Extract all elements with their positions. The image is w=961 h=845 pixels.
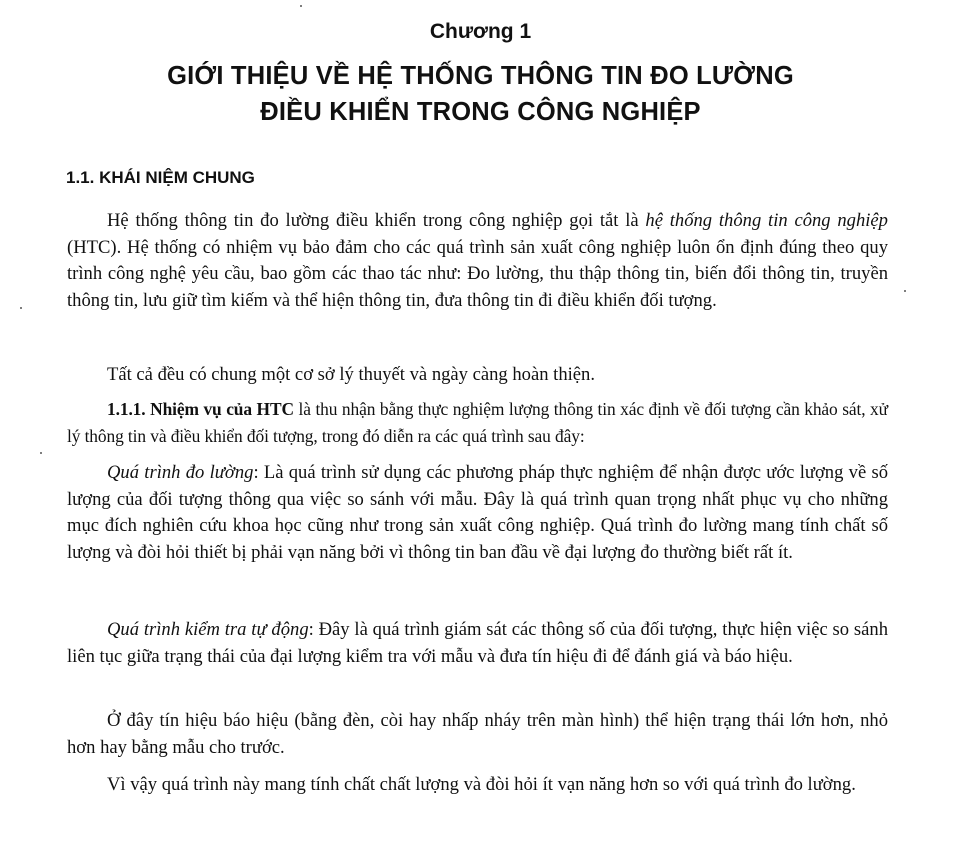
- paragraph-6-text: Ở đây tín hiệu báo hiệu (bằng đèn, còi hay nhấp nháy trên màn hình) thể hiện trạng thái lớn hơn, nhỏ hơn hay bằng mẫu cho trước.: [67, 710, 888, 758]
- paragraph-1-text-b: (HTC). Hệ thống có nhiệm vụ bảo đảm cho các quá trình sản xuất công nghiệp luôn ổn định đúng theo quy trình công nghệ yêu cầu, bao gồm các thao tác như: Đo lường, thu thập thông tin, biến đổi thông tin, truyền thông tin, lưu giữ tìm kiếm và thể hiện thông tin, đưa thông tin đi điều khiển đối tượng.: [67, 236, 888, 311]
- paragraph-5-text: : Đây là quá trình giám sát các thông số của đối tượng, thực hiện việc so sánh liên tục giữa trạng thái của đại lượng kiểm tra với mẫu và đưa tín hiệu đi để đánh giá và báo hiệu.: [67, 619, 888, 667]
- paragraph-2: [67, 362, 888, 389]
- subsection-heading: 1.1.1. Nhiệm vụ của HTC: [107, 399, 294, 419]
- chapter-title-line-2: ĐIỀU KHIỂN TRONG CÔNG NGHIỆP: [260, 98, 701, 126]
- paragraph-1-text-a: Hệ thống thông tin đo lường điều khiển trong công nghiệp gọi tắt là: [107, 210, 646, 231]
- paragraph-4: [67, 460, 888, 566]
- paragraph-5-italic: Quá trình kiểm tra tự động: [107, 619, 309, 640]
- scan-speck: [300, 5, 302, 7]
- chapter-title-line-1: GIỚI THIỆU VỀ HỆ THỐNG THÔNG TIN ĐO LƯỜNG: [167, 62, 794, 90]
- paragraph-6: [67, 708, 888, 761]
- scan-speck: [904, 290, 906, 292]
- paragraph-3: [67, 396, 888, 449]
- section-heading: 1.1. KHÁI NIỆM CHUNG: [66, 168, 255, 187]
- paragraph-4-text: : Là quá trình sử dụng các phương pháp thực nghiệm để nhận được ước lượng về số lượng của đối tượng thông qua việc so sánh với mẫu. Đây là quá trình quan trọng nhất phục vụ cho những mục đích nghiên cứu khoa học cũng như trong sản xuất công nghiệp. Quá trình đo lường mang tính chất số lượng và đòi hỏi thiết bị phải vạn năng bởi vì thông tin ban đầu về đại lượng đo thường biết rất ít.: [67, 462, 889, 563]
- chapter-label: Chương 1: [429, 20, 532, 43]
- scan-speck: [20, 307, 22, 309]
- paragraph-4-italic: Quá trình đo lường: [107, 462, 254, 483]
- paragraph-1-italic: hệ thống thông tin công nghiệp: [645, 210, 888, 231]
- paragraph-3-text: là thu nhận bằng thực nghiệm lượng thông tin xác định về đối tượng cần khảo sát, xử lý thông tin và điều khiển đối tượng, trong đó diễn ra các quá trình sau đây:: [67, 399, 888, 446]
- paragraph-7: [67, 772, 888, 799]
- paragraph-5: [67, 617, 888, 670]
- scan-speck: [40, 452, 42, 454]
- paragraph-7-text: Vì vậy quá trình này mang tính chất chất lượng và đòi hỏi ít vạn năng hơn so với quá trình đo lường.: [107, 774, 856, 795]
- paragraph-1: [67, 208, 888, 314]
- paragraph-2-text: Tất cả đều có chung một cơ sở lý thuyết và ngày càng hoàn thiện.: [107, 364, 595, 385]
